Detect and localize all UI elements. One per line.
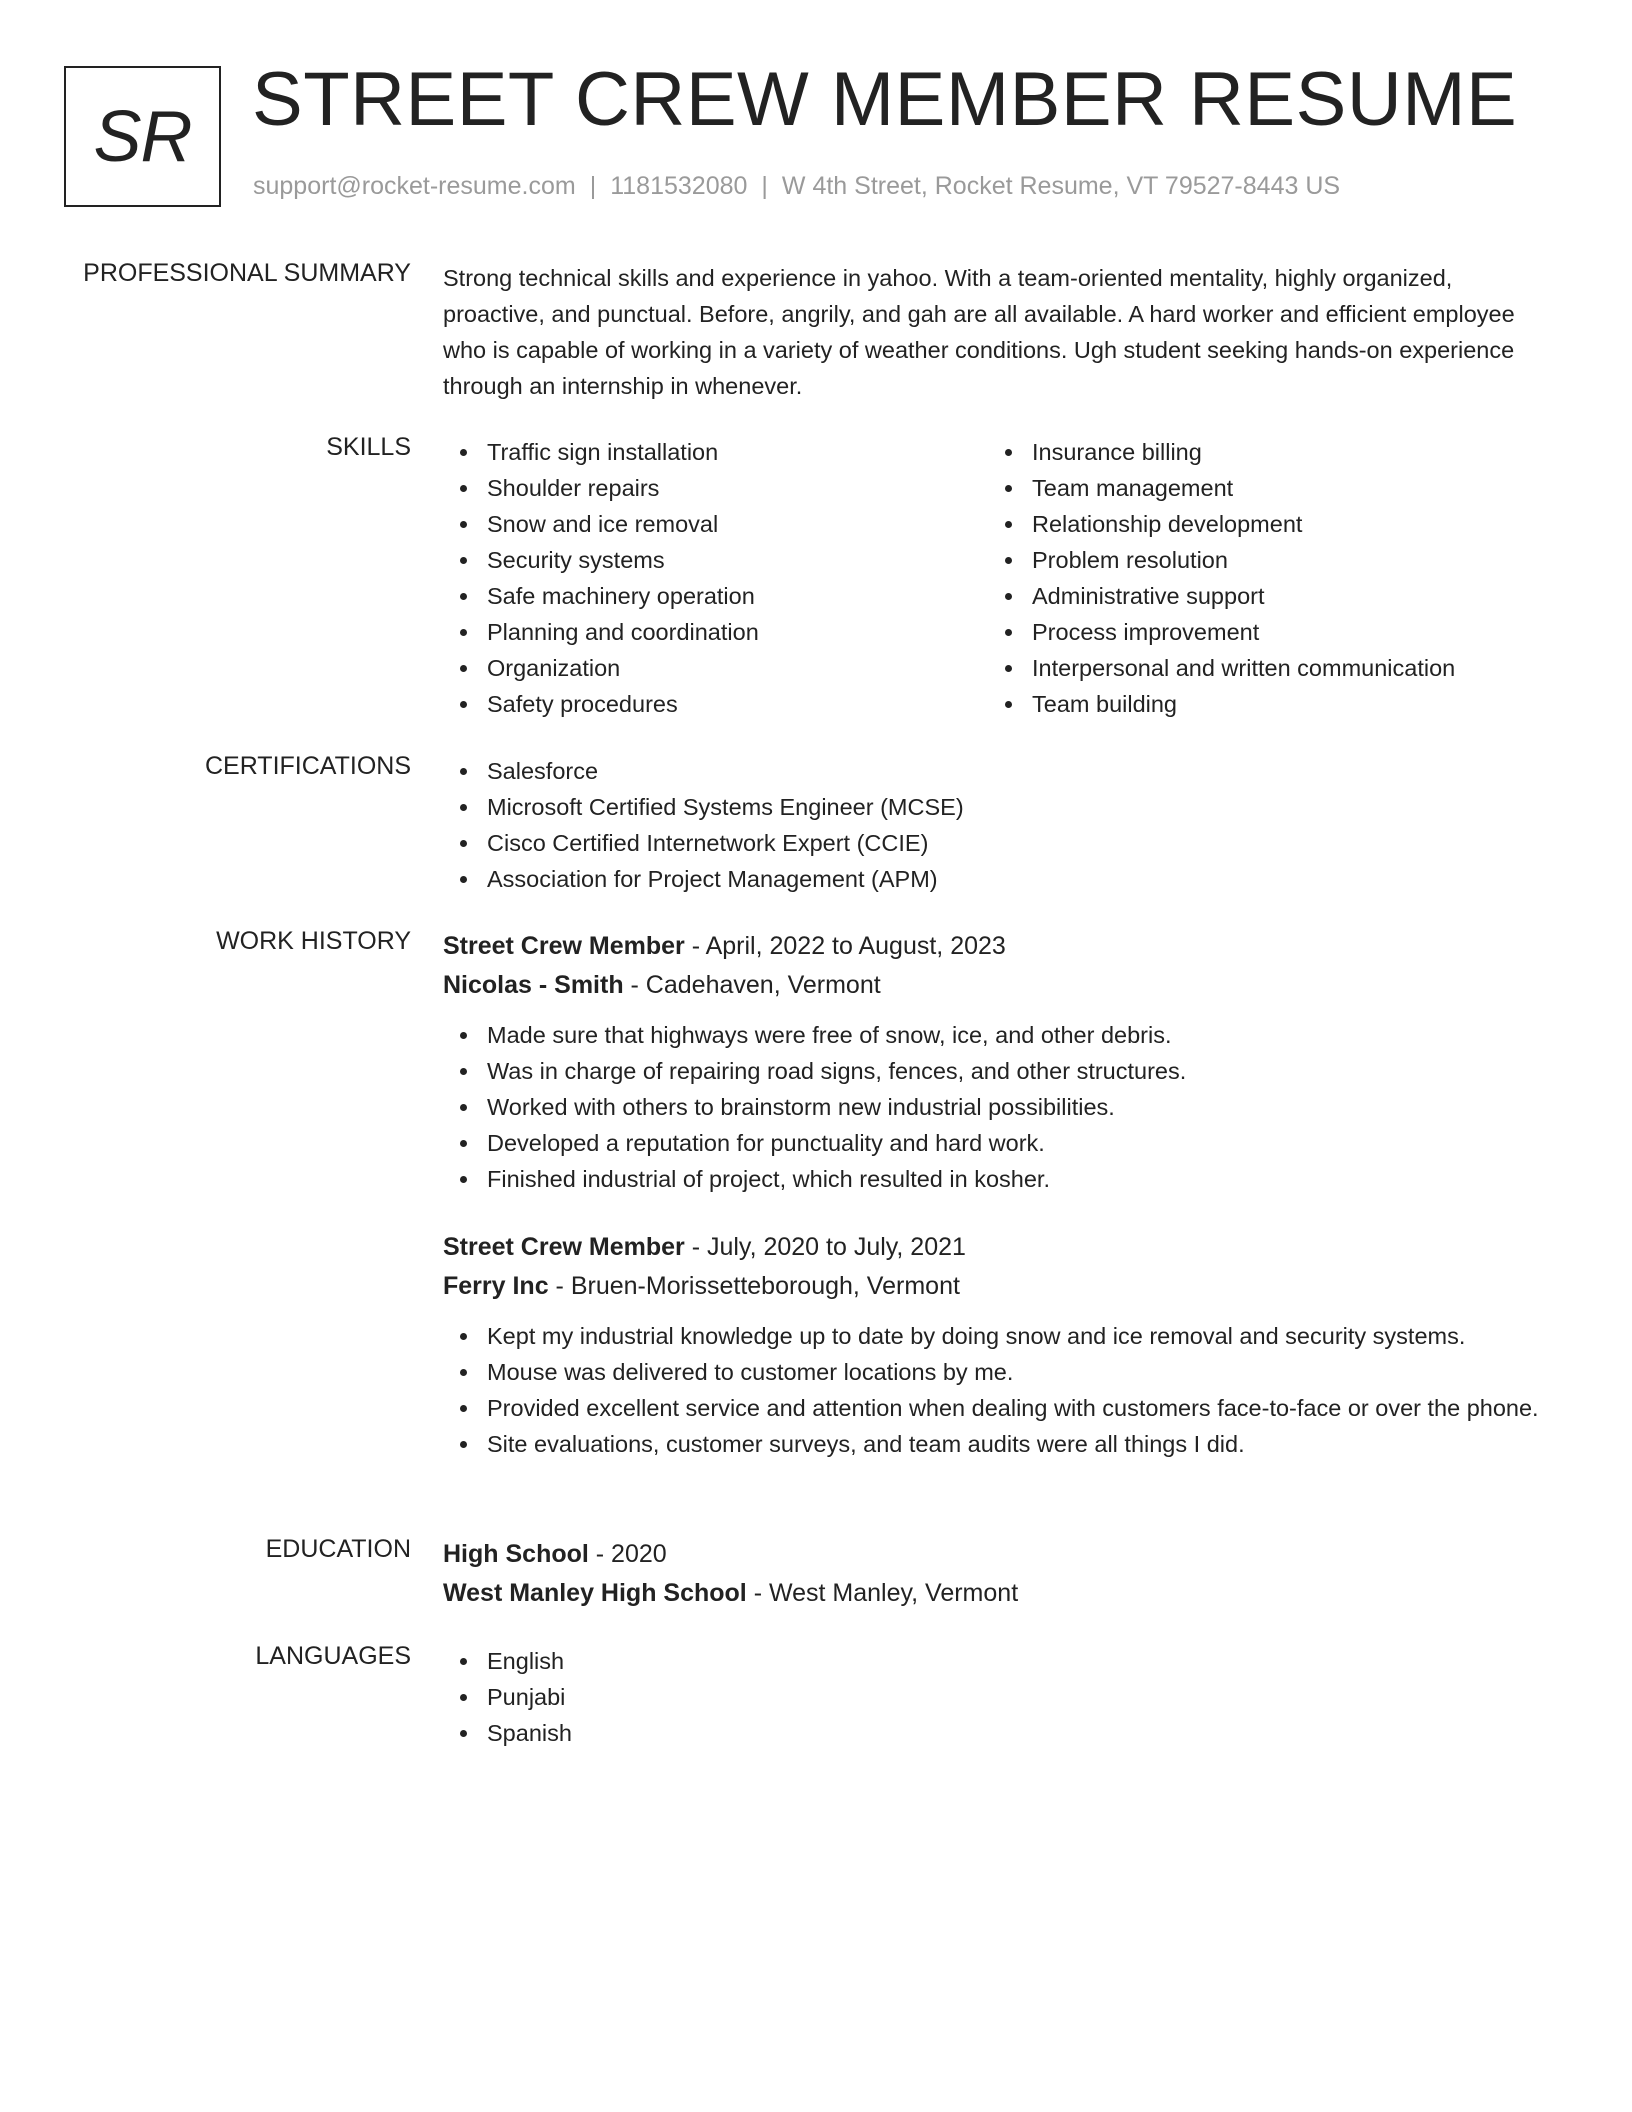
list-item: Worked with others to brainstorm new industrial possibilities.	[443, 1089, 1553, 1125]
list-item: Safety procedures	[443, 686, 988, 722]
list-item: Problem resolution	[988, 542, 1533, 578]
job-entry	[443, 927, 1553, 1197]
list-item: Security systems	[443, 542, 988, 578]
list-item: Salesforce	[443, 753, 1553, 789]
education-location: - West Manley, Vermont	[746, 1579, 1019, 1607]
job-entry	[443, 1228, 1553, 1462]
list-item: Developed a reputation for punctuality and hard work.	[443, 1125, 1553, 1161]
list-item: Site evaluations, customer surveys, and team audits were all things I did.	[443, 1426, 1553, 1462]
education-degree: High School	[443, 1540, 589, 1568]
list-item: Administrative support	[988, 578, 1533, 614]
languages-list	[443, 1643, 1553, 1751]
skills-list-left	[443, 434, 988, 722]
job-location: - Bruen-Morissetteborough, Vermont	[548, 1272, 960, 1300]
list-item: Safe machinery operation	[443, 578, 988, 614]
list-item: English	[443, 1643, 1553, 1679]
education-school: West Manley High School	[443, 1579, 747, 1607]
list-item: Snow and ice removal	[443, 506, 988, 542]
contact-phone: 1181532080	[610, 172, 748, 200]
resume-title: STREET CREW MEMBER RESUME	[252, 57, 1518, 142]
list-item: Shoulder repairs	[443, 470, 988, 506]
education-year: - 2020	[588, 1540, 667, 1568]
list-item: Kept my industrial knowledge up to date by doing snow and ice removal and security systems.	[443, 1318, 1553, 1354]
list-item: Mouse was delivered to customer locations by me.	[443, 1354, 1553, 1390]
job-dates: - April, 2022 to August, 2023	[684, 932, 1006, 960]
list-item: Team building	[988, 686, 1533, 722]
education-degree-line	[443, 1535, 1553, 1574]
job-location: - Cadehaven, Vermont	[623, 971, 881, 999]
certifications-heading: CERTIFICATIONS	[204, 752, 411, 780]
list-item: Provided excellent service and attention when dealing with customers face-to-face or over the phone.	[443, 1390, 1553, 1426]
list-item: Association for Project Management (APM)	[443, 861, 1553, 897]
job-dates: - July, 2020 to July, 2021	[684, 1233, 966, 1261]
list-item: Team management	[988, 470, 1533, 506]
education-school-line	[443, 1574, 1553, 1613]
certifications-list	[443, 753, 1553, 897]
job-title: Street Crew Member	[443, 932, 685, 960]
skills-list-right	[988, 434, 1533, 722]
summary-heading: PROFESSIONAL SUMMARY	[83, 259, 411, 287]
list-item: Insurance billing	[988, 434, 1533, 470]
job-title: Street Crew Member	[443, 1233, 685, 1261]
contact-address: W 4th Street, Rocket Resume, VT 79527-8443 US	[781, 172, 1341, 200]
list-item: Traffic sign installation	[443, 434, 988, 470]
job-title-line	[443, 927, 1553, 966]
summary-text: Strong technical skills and experience in yahoo. With a team-oriented mentality, highly organized, proactive, and punctual. Before, angrily, and gah are all available. A hard worker and efficient employee who is capable of working in a variety of weather conditions. Ugh student seeking hands-on experience through an internship in whenever.	[443, 265, 1515, 399]
languages-heading: LANGUAGES	[255, 1642, 411, 1670]
job-company: Ferry Inc	[443, 1272, 549, 1300]
job-title-line	[443, 1228, 1553, 1267]
job-company: Nicolas - Smith	[443, 971, 624, 999]
skills-heading: SKILLS	[326, 433, 411, 461]
monogram-text: SR	[93, 96, 192, 177]
list-item: Relationship development	[988, 506, 1533, 542]
contact-email: support@rocket-resume.com	[253, 172, 576, 200]
list-item: Punjabi	[443, 1679, 1553, 1715]
list-item: Organization	[443, 650, 988, 686]
work-history-heading: WORK HISTORY	[216, 927, 411, 955]
list-item: Planning and coordination	[443, 614, 988, 650]
list-item: Was in charge of repairing road signs, fences, and other structures.	[443, 1053, 1553, 1089]
job-duties-list	[443, 1017, 1553, 1197]
contact-line	[253, 172, 1340, 201]
list-item: Spanish	[443, 1715, 1553, 1751]
education-heading: EDUCATION	[265, 1535, 411, 1563]
list-item: Interpersonal and written communication	[988, 650, 1533, 686]
job-duties-list	[443, 1318, 1553, 1462]
list-item: Microsoft Certified Systems Engineer (MCSE)	[443, 789, 1553, 825]
contact-separator: |	[761, 172, 768, 200]
list-item: Finished industrial of project, which resulted in kosher.	[443, 1161, 1553, 1197]
list-item: Process improvement	[988, 614, 1533, 650]
monogram-badge	[64, 66, 221, 207]
contact-separator: |	[589, 172, 597, 200]
list-item: Cisco Certified Internetwork Expert (CCIE)	[443, 825, 1553, 861]
job-company-line	[443, 966, 1553, 1005]
list-item: Made sure that highways were free of snow, ice, and other debris.	[443, 1017, 1553, 1053]
job-company-line	[443, 1267, 1553, 1306]
